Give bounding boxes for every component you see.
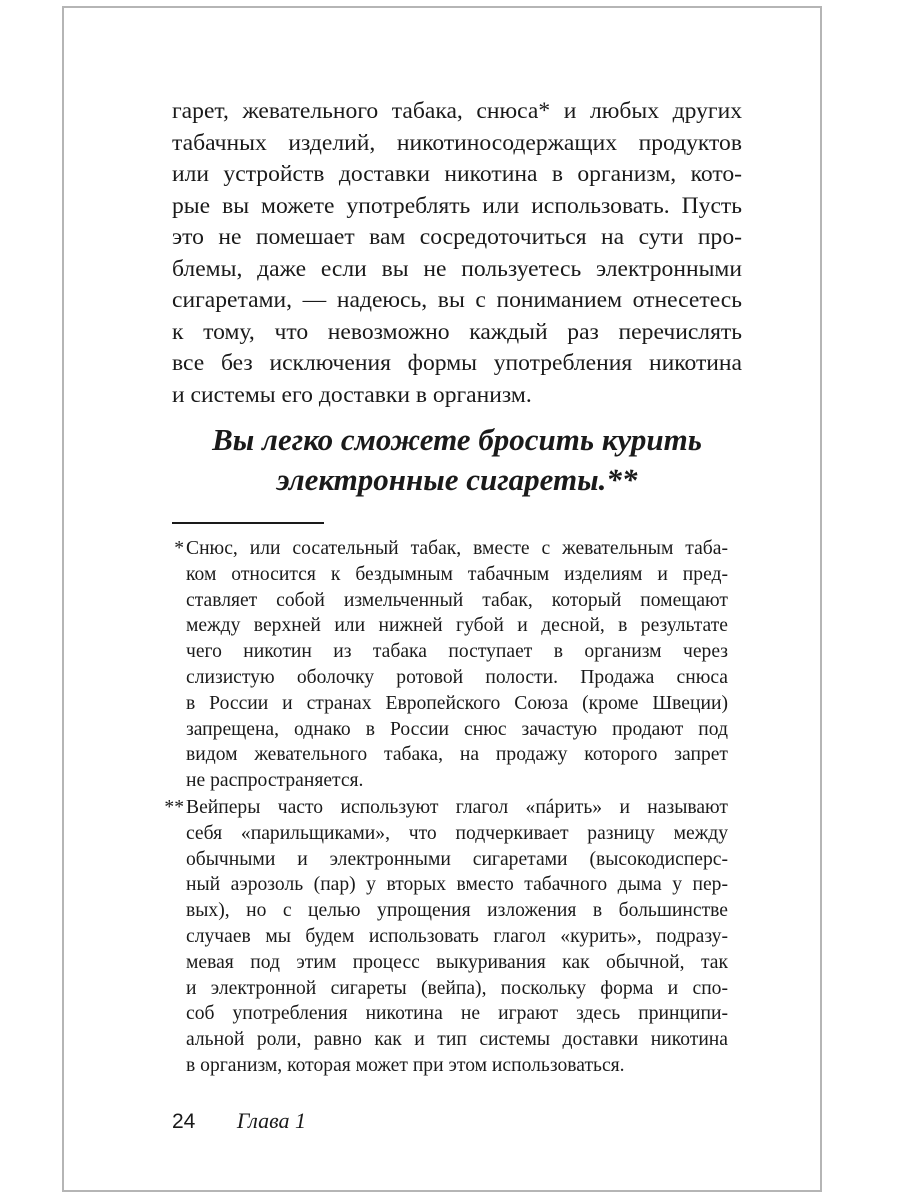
footnote-line: слизистую оболочку ротовой полости. Продажа снюса [186, 666, 728, 688]
footnote-line: себя «парильщиками», что подчеркивает разницу между [186, 822, 728, 844]
footnote-line: ком относится к бездымным табачным изделиям и пред- [186, 563, 728, 585]
footnote-line: вых), но с целью упрощения изложения в большинстве [186, 900, 728, 922]
footnote-marker: * [174, 538, 184, 559]
text-line: все без исключения формы употребления никотина [172, 350, 742, 376]
section-heading [172, 420, 742, 500]
footnote-divider [172, 522, 324, 524]
footnote-line: видом жевательного табака, на продажу которого запрет [186, 744, 728, 766]
footnote-vapers [164, 795, 728, 1079]
text-line: или устройств доставки никотина в организм, кото- [172, 161, 742, 187]
page-number: 24 [172, 1110, 196, 1133]
footnote-snus [174, 536, 728, 794]
text-line: рые вы можете употреблять или использовать. Пусть [172, 192, 742, 219]
heading-line: Вы легко сможете бросить курить [212, 422, 702, 457]
chapter-label: Глава 1 [236, 1108, 306, 1133]
page-footer [172, 1106, 306, 1137]
footnote-line: обычными и электронными сигаретами (высокодисперс- [186, 848, 728, 870]
heading-line: электронные сигареты.** [276, 462, 638, 497]
footnote-line: ный аэрозоль (пар) у вторых вместо табачного дыма у пер- [186, 874, 728, 896]
text-line: сигаретами, — надеюсь, вы с пониманием отнесетесь [172, 287, 742, 313]
footnote-line: не распространяется. [186, 770, 364, 792]
text-line: табачных изделий, никотиносодержащих продуктов [172, 129, 742, 156]
text-line: и системы его доставки в организм. [172, 381, 532, 408]
footnote-line: в России и странах Европейского Союза (кроме Швеции) [186, 692, 728, 714]
footnote-line: Снюс, или сосательный табак, вместе с жевательным таба- [186, 538, 728, 559]
footnote-line: запрещена, однако в России снюс зачастую продают под [186, 718, 728, 740]
footnote-line: альной роли, равно как и тип системы доставки никотина [186, 1029, 728, 1051]
footnote-line: соб употребления никотина не играют здесь принципи- [186, 1003, 728, 1025]
text-line: блемы, даже если вы не пользуетесь электронными [172, 255, 742, 282]
footnote-line: Вейперы часто используют глагол «пáрить» и называют [186, 797, 728, 818]
footnote-marker: ** [164, 797, 184, 818]
text-line: это не помешает вам сосредоточиться на сути про- [172, 224, 742, 250]
footnote-line: между верхней или нижней губой и десной, в результате [186, 615, 728, 637]
text-line: к тому, что невозможно каждый раз перечислять [172, 318, 742, 345]
body-text [172, 96, 742, 411]
footnote-line: и электронной сигареты (вейпа), поскольку форма и спо- [186, 977, 728, 999]
text-line: гарет, жевательного табака, снюса* и любых других [172, 98, 742, 124]
footnote-line: случаев мы будем использовать глагол «курить», подразу- [186, 925, 728, 947]
footnote-line: ставляет собой измельченный табак, который помещают [186, 589, 728, 611]
footnote-line: в организм, которая может при этом использоваться. [186, 1054, 625, 1076]
footnote-line: мевая под этим процесс выкуривания как обычной, так [186, 951, 728, 973]
footnote-line: чего никотин из табака поступает в организм через [186, 641, 728, 663]
